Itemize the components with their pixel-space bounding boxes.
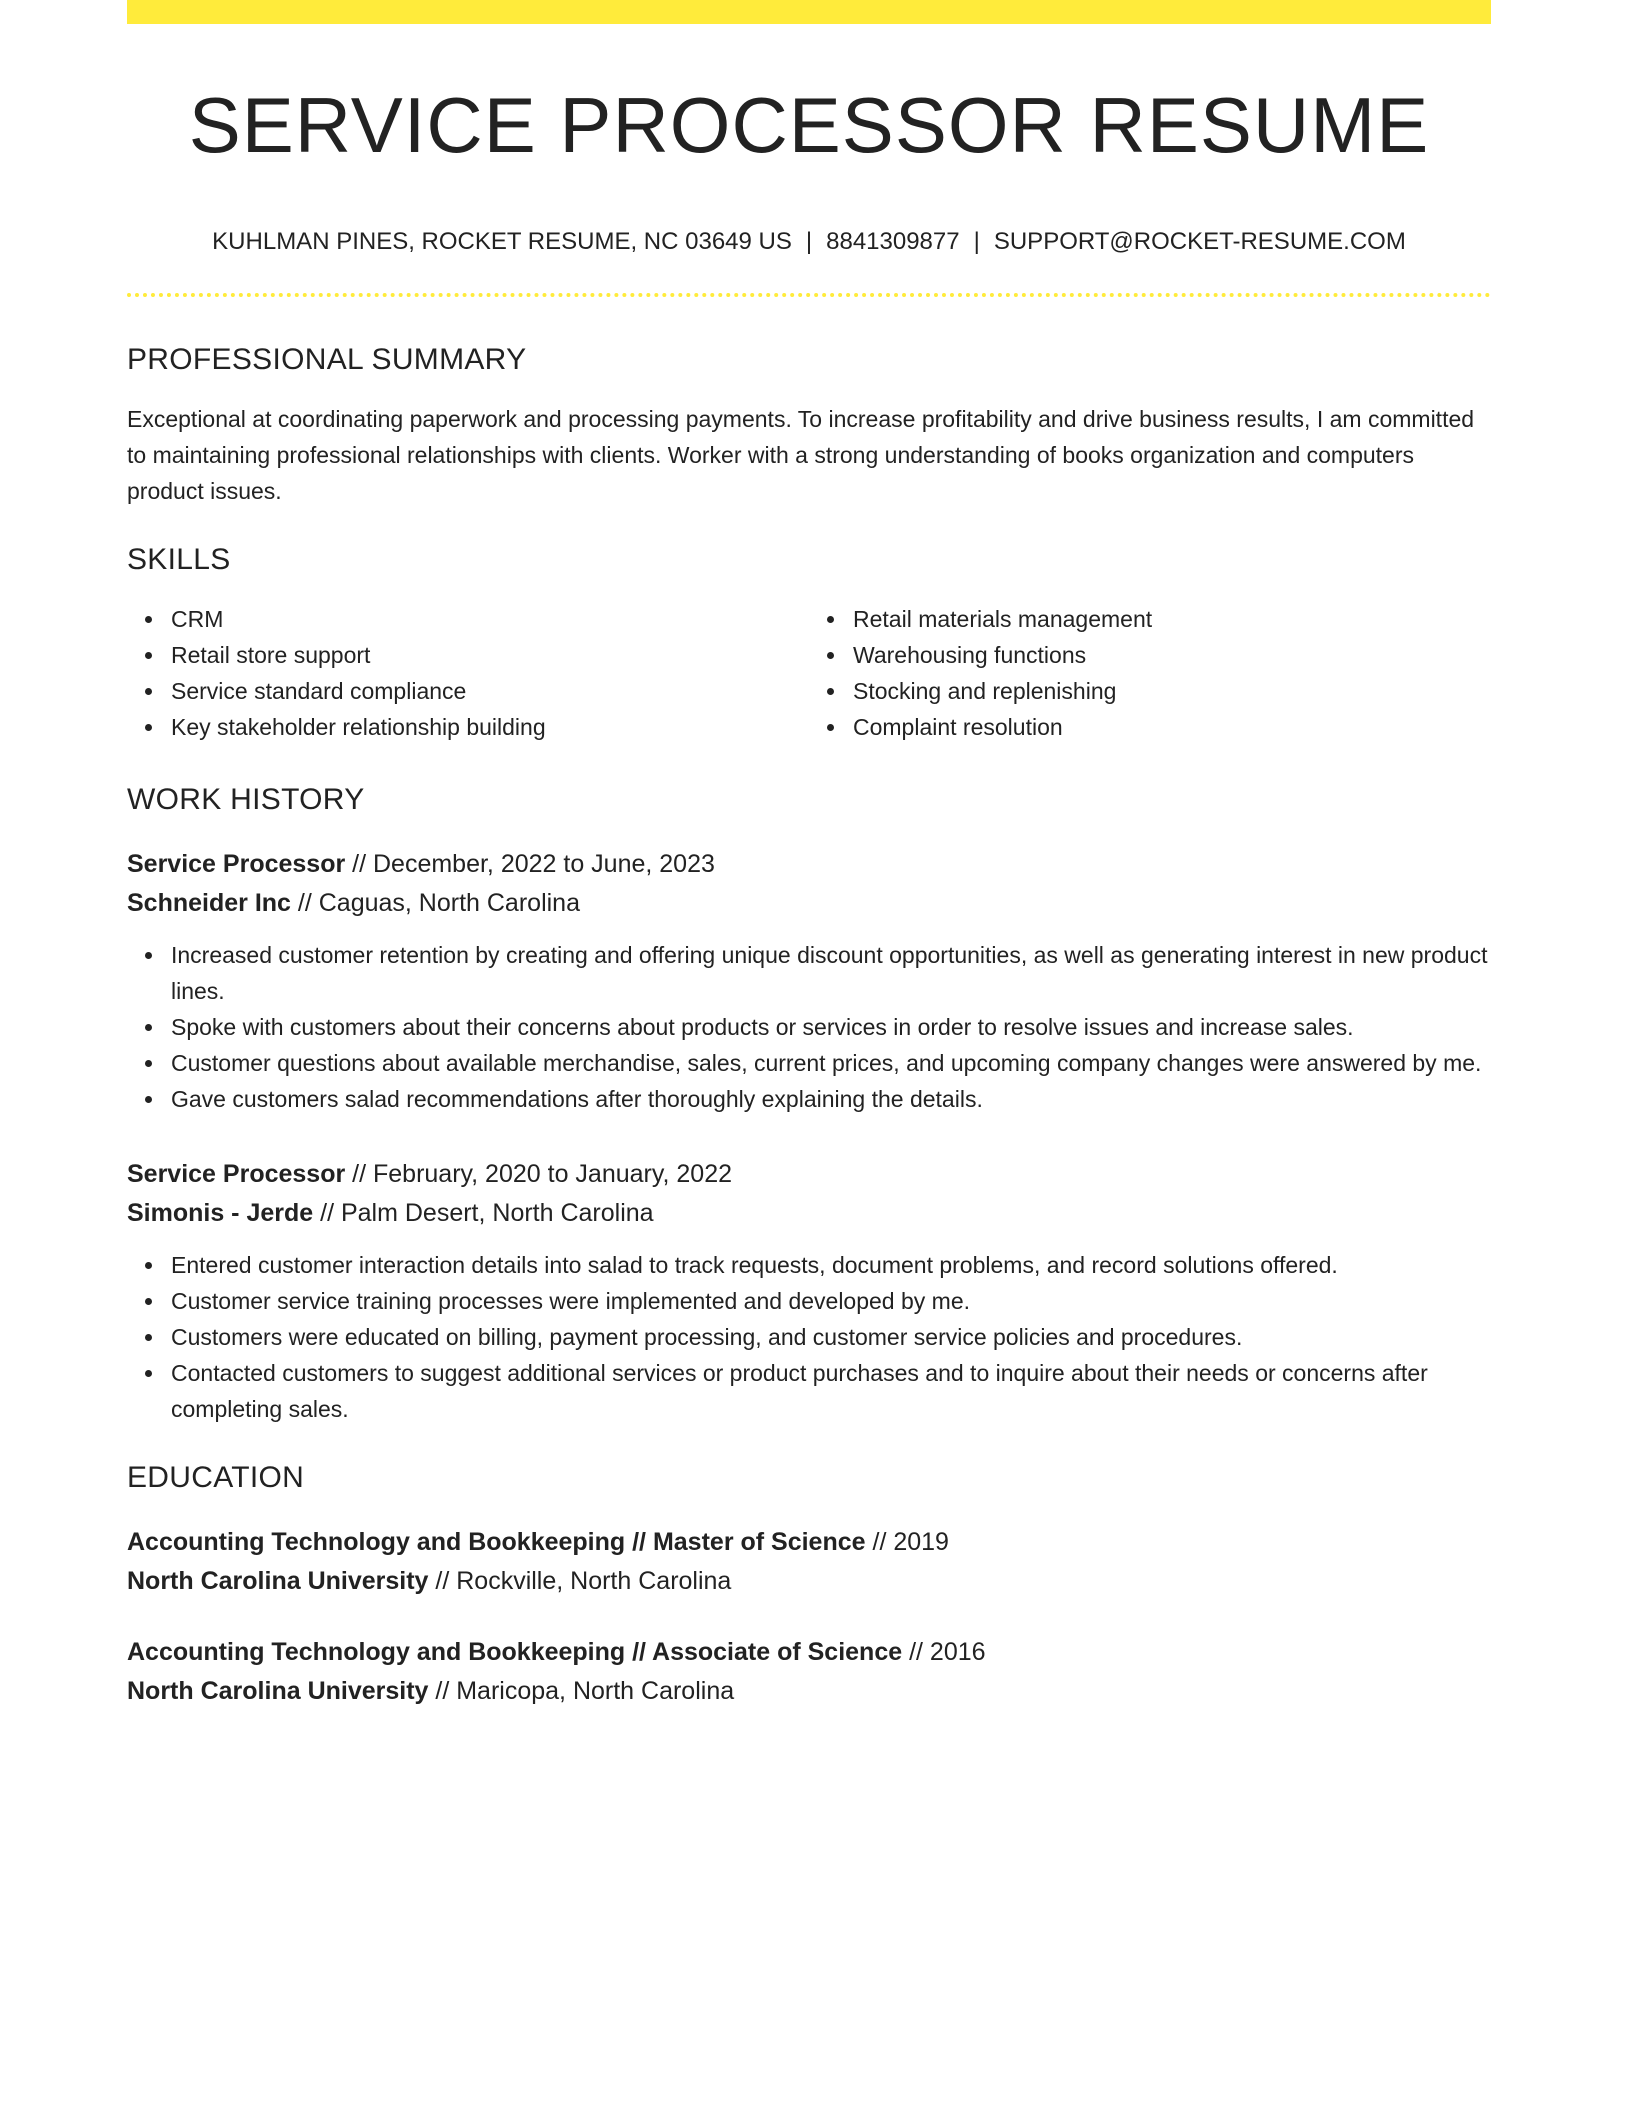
contact-line [127,230,1491,254]
contact-phone: 8841309877 [826,228,960,255]
skill-item: Retail store support [171,637,809,673]
education-school: North Carolina University [127,1567,429,1595]
job-company: Simonis - Jerde [127,1199,314,1227]
education-school-line [127,1562,1491,1601]
skill-item: Key stakeholder relationship building [171,709,809,745]
job-bullet: Increased customer retention by creating and offering unique discount opportunities, as well as generating interest in new product lines. [171,937,1491,1009]
skill-item: Stocking and replenishing [853,673,1491,709]
education-degree-line [127,1523,1491,1562]
education-degree: Accounting Technology and Bookkeeping // Master of Science [127,1528,866,1556]
skill-item: Retail materials management [853,601,1491,637]
skill-item: Service standard compliance [171,673,809,709]
job-company-line [127,884,1491,923]
job-dates: // December, 2022 to June, 2023 [345,850,715,878]
summary-heading: PROFESSIONAL SUMMARY [127,343,527,376]
education-year: // 2019 [865,1528,949,1556]
skill-item: CRM [171,601,809,637]
work-history-heading: WORK HISTORY [127,783,365,816]
job-company-line [127,1194,1491,1233]
job-dates: // February, 2020 to January, 2022 [345,1160,733,1188]
job-location: // Caguas, North Carolina [290,889,580,917]
skills-column-right [809,601,1491,745]
job-location: // Palm Desert, North Carolina [313,1199,654,1227]
education-year: // 2016 [902,1638,986,1666]
contact-email: SUPPORT@ROCKET-RESUME.COM [993,228,1406,255]
education-location: // Maricopa, North Carolina [428,1677,735,1705]
job-bullets [127,937,1491,1117]
job-bullet: Contacted customers to suggest additional services or product purchases and to inquire about their needs or concerns after completing sales. [171,1355,1491,1427]
contact-separator: | [805,228,813,255]
skills-grid [127,601,1491,745]
education-entry [127,1633,1491,1711]
job-title: Service Processor [127,850,346,878]
skill-item: Warehousing functions [853,637,1491,673]
resume-title: SERVICE PROCESSOR RESUME [188,81,1430,169]
skills-column-left [127,601,809,745]
contact-address: KUHLMAN PINES, ROCKET RESUME, NC 03649 US [212,228,792,255]
education-location: // Rockville, North Carolina [428,1567,732,1595]
job-bullet: Customer service training processes were implemented and developed by me. [171,1283,1491,1319]
education-entry [127,1523,1491,1601]
job-bullet: Entered customer interaction details into salad to track requests, document problems, and record solutions offered. [171,1247,1491,1283]
job-entry [127,845,1491,1117]
job-title-line [127,1155,1491,1194]
education-school: North Carolina University [127,1677,429,1705]
job-company: Schneider Inc [127,889,291,917]
dotted-divider [127,293,1491,297]
contact-separator: | [973,228,980,255]
job-bullet: Customers were educated on billing, payment processing, and customer service policies and procedures. [171,1319,1491,1355]
job-title: Service Processor [127,1160,346,1188]
job-entry [127,1155,1491,1427]
accent-top-bar [127,0,1491,24]
job-bullets [127,1247,1491,1427]
skills-heading: SKILLS [127,543,231,576]
education-school-line [127,1672,1491,1711]
job-title-line [127,845,1491,884]
education-degree-line [127,1633,1491,1672]
job-bullet: Gave customers salad recommendations after thoroughly explaining the details. [171,1081,1491,1117]
education-degree: Accounting Technology and Bookkeeping // Associate of Science [127,1638,903,1666]
job-bullet: Customer questions about available merchandise, sales, current prices, and upcoming company changes were answered by me. [171,1045,1491,1081]
skill-item: Complaint resolution [853,709,1491,745]
summary-text: Exceptional at coordinating paperwork and processing payments. To increase profitability and drive business results, I am committed to maintaining professional relationships with clients. Worker with a strong understanding of books organization and computers product issues. [127,406,1475,504]
job-bullet: Spoke with customers about their concerns about products or services in order to resolve issues and increase sales. [171,1009,1491,1045]
resume-page [127,0,1491,1711]
education-heading: EDUCATION [127,1461,305,1494]
